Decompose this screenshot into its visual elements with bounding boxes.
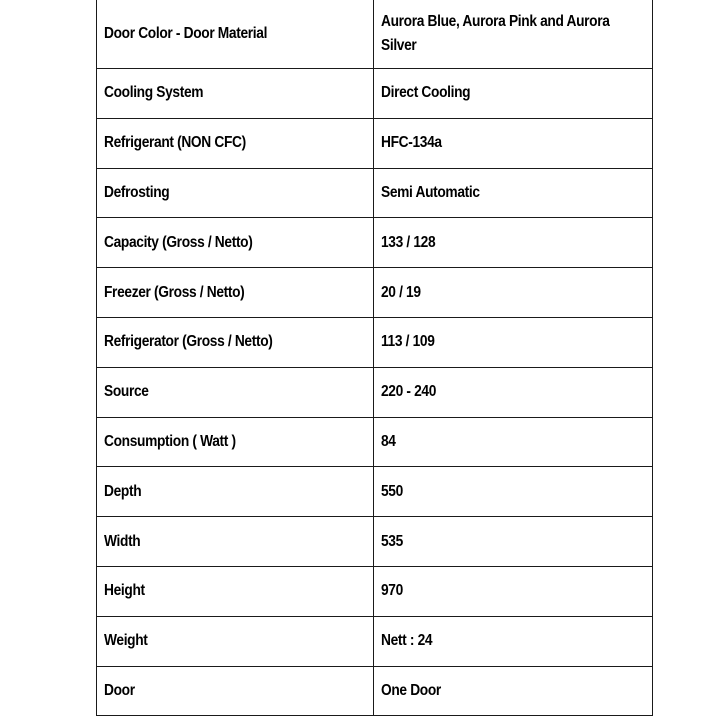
spec-label: Source <box>97 367 374 417</box>
table-row <box>97 616 653 666</box>
spec-label: Consumption ( Watt ) <box>97 417 374 467</box>
table-row <box>97 517 653 567</box>
spec-value: HFC-134a <box>374 118 653 168</box>
table-row <box>97 417 653 467</box>
spec-table <box>96 0 653 716</box>
table-row <box>97 168 653 218</box>
spec-value: 113 / 109 <box>374 317 653 367</box>
table-row <box>97 69 653 119</box>
spec-label: Capacity (Gross / Netto) <box>97 218 374 268</box>
spec-label: Door <box>97 666 374 716</box>
spec-value: 133 / 128 <box>374 218 653 268</box>
table-row <box>97 317 653 367</box>
spec-value: 20 / 19 <box>374 268 653 318</box>
spec-value: Nett : 24 <box>374 616 653 666</box>
spec-value: 550 <box>374 467 653 517</box>
spec-value: 970 <box>374 566 653 616</box>
spec-value: 220 - 240 <box>374 367 653 417</box>
table-row <box>97 367 653 417</box>
spec-value: Direct Cooling <box>374 69 653 119</box>
spec-label: Defrosting <box>97 168 374 218</box>
table-row <box>97 566 653 616</box>
spec-label: Weight <box>97 616 374 666</box>
spec-label: Refrigerant (NON CFC) <box>97 118 374 168</box>
spec-label: Freezer (Gross / Netto) <box>97 268 374 318</box>
table-row <box>97 467 653 517</box>
spec-label: Width <box>97 517 374 567</box>
table-row <box>97 268 653 318</box>
table-row <box>97 118 653 168</box>
spec-label: Door Color - Door Material <box>97 0 374 69</box>
spec-value: Aurora Blue, Aurora Pink and Aurora Silver <box>374 0 653 69</box>
table-row <box>97 666 653 716</box>
spec-value: 84 <box>374 417 653 467</box>
table-row <box>97 0 653 69</box>
spec-label: Height <box>97 566 374 616</box>
spec-value: 535 <box>374 517 653 567</box>
spec-label: Cooling System <box>97 69 374 119</box>
spec-label: Depth <box>97 467 374 517</box>
table-row <box>97 218 653 268</box>
spec-value: Semi Automatic <box>374 168 653 218</box>
spec-value: One Door <box>374 666 653 716</box>
spec-label: Refrigerator (Gross / Netto) <box>97 317 374 367</box>
